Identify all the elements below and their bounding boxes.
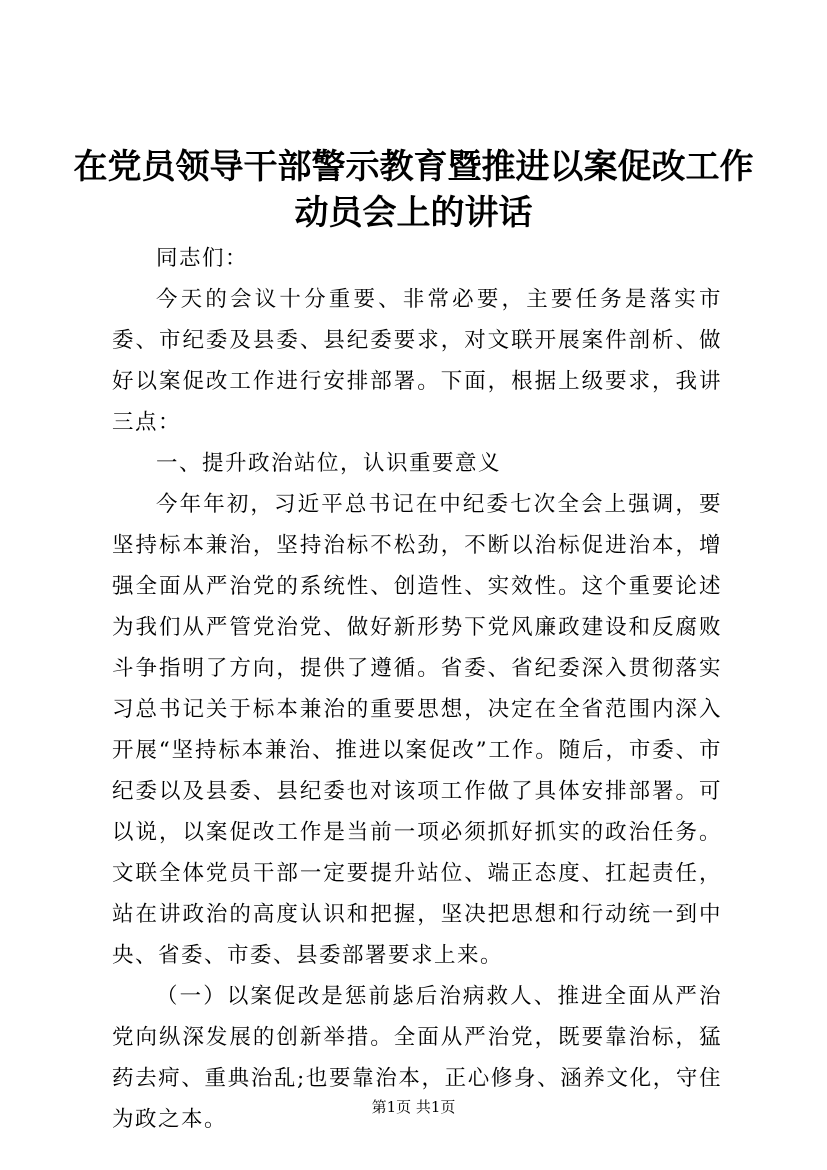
page-number-footer: 第1页 共1页 xyxy=(371,1098,456,1116)
salutation: 同志们： xyxy=(156,246,249,271)
paragraph-intro: 今天的会议十分重要、非常必要，主要任务是落实市委、市纪委及县委、县纪委要求，对文联开展案件剖析、做好以案促改工作进行安排部署。下面，根据上级要求，我讲三点： xyxy=(112,287,722,435)
section-heading-1: 一、提升政治站位，认识重要意义 xyxy=(156,451,502,476)
paragraph-section-1: 今年年初，习近平总书记在中纪委七次全会上强调，要坚持标本兼治，坚持治标不松劲，不断以治标促进治本，增强全面从严治党的系统性、创造性、实效性。这个重要论述为我们从严管党治党、做好新形势下党风廉政建设和反腐败斗争指明了方向，提供了遵循。省委、省纪委深入贯彻落实习总书记关于标本兼治的重要思想，决定在全省范围内深入开展“坚持标本兼治、推进以案促改”工作。随后，市委、市纪委以及县委、县纪委也对该项工作做了具体安排部署。可以说，以案促改工作是当前一项必须抓好抓实的政治任务。文联全体党员干部一定要提升站位、端正态度、扛起责任，站在讲政治的高度认识和把握，坚决把思想和行动统一到中央、省委、市委、县委部署要求上来。 xyxy=(112,492,722,968)
document-title-line-1: 在党员领导干部警示教育暨推进以案促改工作 xyxy=(73,147,754,187)
paragraph-subsection-1: （一）以案促改是惩前毖后治病救人、推进全面从严治党向纵深发展的创新举措。全面从严治党，既要靠治标，猛药去疴、重典治乱;也要靠治本，正心修身、涵养文化，守住为政之本。 xyxy=(112,984,722,1132)
document-body xyxy=(112,238,722,1140)
document-title-line-2: 动员会上的讲话 xyxy=(294,193,533,233)
